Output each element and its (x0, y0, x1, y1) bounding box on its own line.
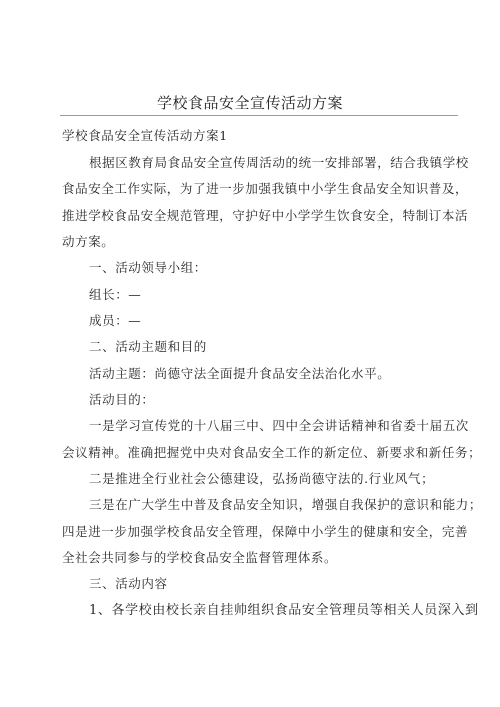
paragraph-line: 动方案。 (62, 234, 115, 249)
paragraph-line: 三是在广大学生中普及食品安全知识，增强自我保护的意识和能力； (89, 497, 483, 512)
subtitle-line: 学校食品安全宣传活动方案1 (62, 128, 228, 143)
paragraph-line: 一是学习宣传党的十八届三中、四中全会讲话精神和省委十届五次 (89, 418, 469, 433)
paragraph-line: 组长：— (89, 287, 142, 302)
paragraph-line: 二是推进全行业社会公德建设，弘扬尚德守法的.行业风气； (89, 471, 435, 486)
section-heading: 二、活动主题和目的 (89, 339, 207, 354)
paragraph-line: 成员：— (89, 313, 142, 328)
section-heading: 一、活动领导小组： (89, 260, 207, 275)
section-heading: 三、活动内容 (89, 576, 168, 591)
document-title: 学校食品安全宣传活动方案 (156, 94, 343, 112)
paragraph-line: 根据区教育局食品安全宣传周活动的统一安排部署，结合我镇学校 (89, 155, 469, 170)
paragraph-line: 活动主题：尚德守法全面提升食品安全法治化水平。 (89, 366, 391, 381)
paragraph-line: 会议精神。准确把握党中央对食品安全工作的新定位、新要求和新任务； (62, 445, 482, 460)
paragraph-line: 推进学校食品安全规范管理，守护好中小学学生饮食安全，特制订本活 (62, 208, 469, 223)
paragraph-line: 食品安全工作实际，为了进一步加强我镇中小学生食品安全知识普及， (62, 181, 469, 196)
paragraph-line: 1、各学校由校长亲自挂帅组织食品安全管理员等相关人员深入到 (89, 603, 479, 618)
paragraph-line: 四是进一步加强学校食品安全管理，保障中小学生的健康和安全，完善 (62, 524, 469, 539)
title-divider (60, 115, 458, 116)
paragraph-line: 全社会共同参与的学校食品安全监督管理体系。 (62, 550, 338, 565)
paragraph-line: 活动目的： (89, 392, 155, 407)
